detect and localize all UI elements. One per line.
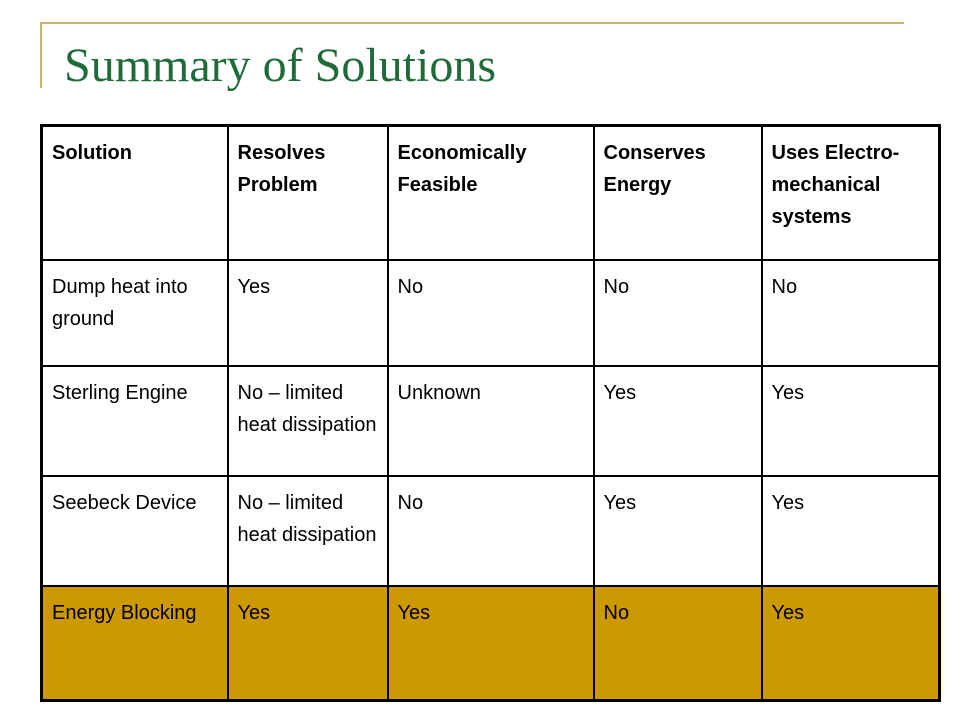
title-accent-line-vertical bbox=[40, 22, 42, 88]
table-cell: Energy Blocking bbox=[42, 586, 228, 701]
table-cell: Dump heat into ground bbox=[42, 260, 228, 366]
table-cell: No bbox=[594, 260, 762, 366]
header-uses-electromechanical: Uses Electro-mechanical systems bbox=[762, 126, 940, 260]
table-cell: Yes bbox=[762, 366, 940, 476]
table-row bbox=[42, 260, 940, 366]
table-cell: Yes bbox=[228, 586, 388, 701]
table-cell: Yes bbox=[762, 476, 940, 586]
table-cell: No bbox=[388, 260, 594, 366]
table-cell: Yes bbox=[762, 586, 940, 701]
table-cell: No bbox=[594, 586, 762, 701]
table-cell: Sterling Engine bbox=[42, 366, 228, 476]
table-cell: No – limited heat dissipation bbox=[228, 366, 388, 476]
table-cell: No – limited heat dissipation bbox=[228, 476, 388, 586]
table-row-highlighted bbox=[42, 586, 940, 701]
table-row bbox=[42, 366, 940, 476]
header-solution: Solution bbox=[42, 126, 228, 260]
table-cell: Yes bbox=[594, 476, 762, 586]
header-resolves-problem: Resolves Problem bbox=[228, 126, 388, 260]
table-cell: Yes bbox=[594, 366, 762, 476]
table-cell: No bbox=[762, 260, 940, 366]
table-cell: Unknown bbox=[388, 366, 594, 476]
table-cell: Yes bbox=[228, 260, 388, 366]
slide-title: Summary of Solutions bbox=[64, 39, 497, 92]
table-header-row bbox=[42, 126, 940, 260]
header-conserves-energy: Conserves Energy bbox=[594, 126, 762, 260]
table-row bbox=[42, 476, 940, 586]
table-cell: No bbox=[388, 476, 594, 586]
solutions-table bbox=[40, 124, 941, 702]
table-cell: Yes bbox=[388, 586, 594, 701]
title-accent-line-horizontal bbox=[40, 22, 904, 24]
table-cell: Seebeck Device bbox=[42, 476, 228, 586]
header-economically-feasible: Economically Feasible bbox=[388, 126, 594, 260]
